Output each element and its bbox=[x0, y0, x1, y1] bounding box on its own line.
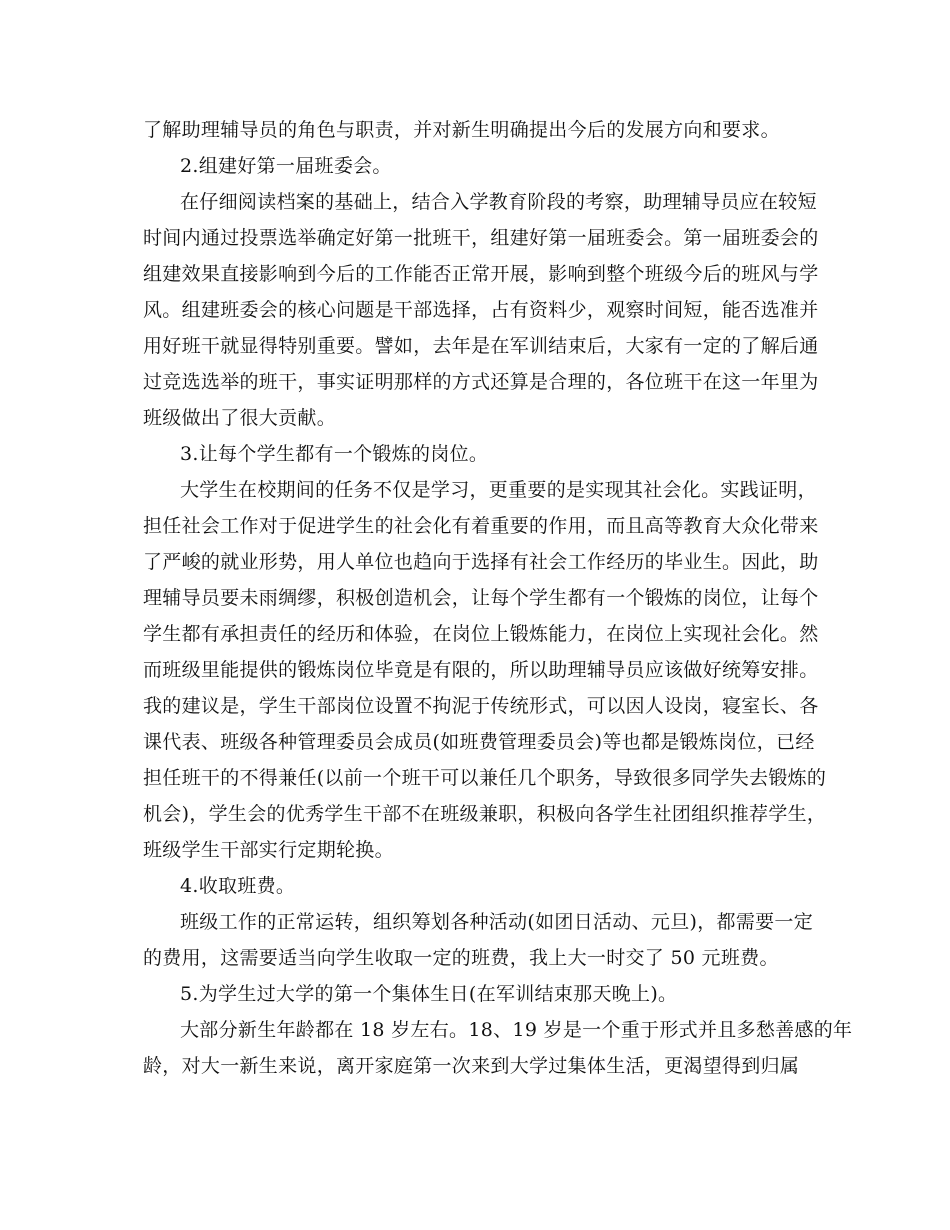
text-line: 龄，对大一新生来说，离开家庭第一次来到大学过集体生活，更渴望得到归属 bbox=[143, 1055, 800, 1077]
text-line: 风。组建班委会的核心问题是干部选择，占有资料少，观察时间短，能否选准并 bbox=[143, 299, 819, 321]
text-line: 了解助理辅导员的角色与职责，并对新生明确提出今后的发展方向和要求。 bbox=[143, 119, 780, 141]
text-line: 过竞选选举的班干，事实证明那样的方式还算是合理的，各位班干在这一年里为 bbox=[143, 371, 819, 393]
text-line: 而班级里能提供的锻炼岗位毕竟是有限的，所以助理辅导员应该做好统筹安排。 bbox=[143, 659, 819, 681]
text-line: 组建效果直接影响到今后的工作能否正常开展，影响到整个班级今后的班风与学 bbox=[143, 263, 819, 285]
text-line: 4.收取班费。 bbox=[180, 875, 296, 897]
text-line: 的费用，这需要适当向学生收取一定的班费，我上大一时交了 50 元班费。 bbox=[143, 947, 779, 969]
text-line: 课代表、班级各种管理委员会成员(如班费管理委员会)等也都是锻炼岗位，已经 bbox=[143, 731, 815, 753]
text-line: 用好班干就显得特别重要。譬如，去年是在军训结束后，大家有一定的了解后通 bbox=[143, 335, 819, 357]
text-line: 理辅导员要未雨绸缪，积极创造机会，让每个学生都有一个锻炼的岗位，让每个 bbox=[143, 587, 819, 609]
text-line: 我的建议是，学生干部岗位设置不拘泥于传统形式，可以因人设岗，寝室长、各 bbox=[143, 695, 819, 717]
text-line: 5.为学生过大学的第一个集体生日(在军训结束那天晚上)。 bbox=[180, 983, 678, 1005]
text-line: 在仔细阅读档案的基础上，结合入学教育阶段的考察，助理辅导员应在较短 bbox=[180, 191, 817, 213]
text-line: 学生都有承担责任的经历和体验，在岗位上锻炼能力，在岗位上实现社会化。然 bbox=[143, 623, 819, 645]
text-line: 时间内通过投票选举确定好第一批班干，组建好第一届班委会。第一届班委会的 bbox=[143, 227, 819, 249]
text-line: 班级做出了很大贡献。 bbox=[143, 407, 337, 429]
text-line: 了严峻的就业形势，用人单位也趋向于选择有社会工作经历的毕业生。因此，助 bbox=[143, 551, 819, 573]
text-line: 3.让每个学生都有一个锻炼的岗位。 bbox=[180, 443, 489, 465]
text-line: 班级工作的正常运转，组织筹划各种活动(如团日活动、元旦)，都需要一定 bbox=[180, 911, 814, 933]
text-line: 担任社会工作对于促进学生的社会化有着重要的作用，而且高等教育大众化带来 bbox=[143, 515, 819, 537]
document-body bbox=[143, 112, 853, 1084]
text-line: 大部分新生年龄都在 18 岁左右。18、19 岁是一个重于形式并且多愁善感的年 bbox=[180, 1019, 853, 1041]
text-line: 班级学生干部实行定期轮换。 bbox=[143, 839, 394, 861]
text-line: 机会)，学生会的优秀学生干部不在班级兼职，积极向各学生社团组织推荐学生， bbox=[143, 803, 827, 825]
text-line: 大学生在校期间的任务不仅是学习，更重要的是实现其社会化。实践证明， bbox=[180, 479, 817, 501]
text-line: 担任班干的不得兼任(以前一个班干可以兼任几个职务，导致很多同学失去锻炼的 bbox=[143, 767, 827, 789]
text-line: 2.组建好第一届班委会。 bbox=[180, 155, 392, 177]
